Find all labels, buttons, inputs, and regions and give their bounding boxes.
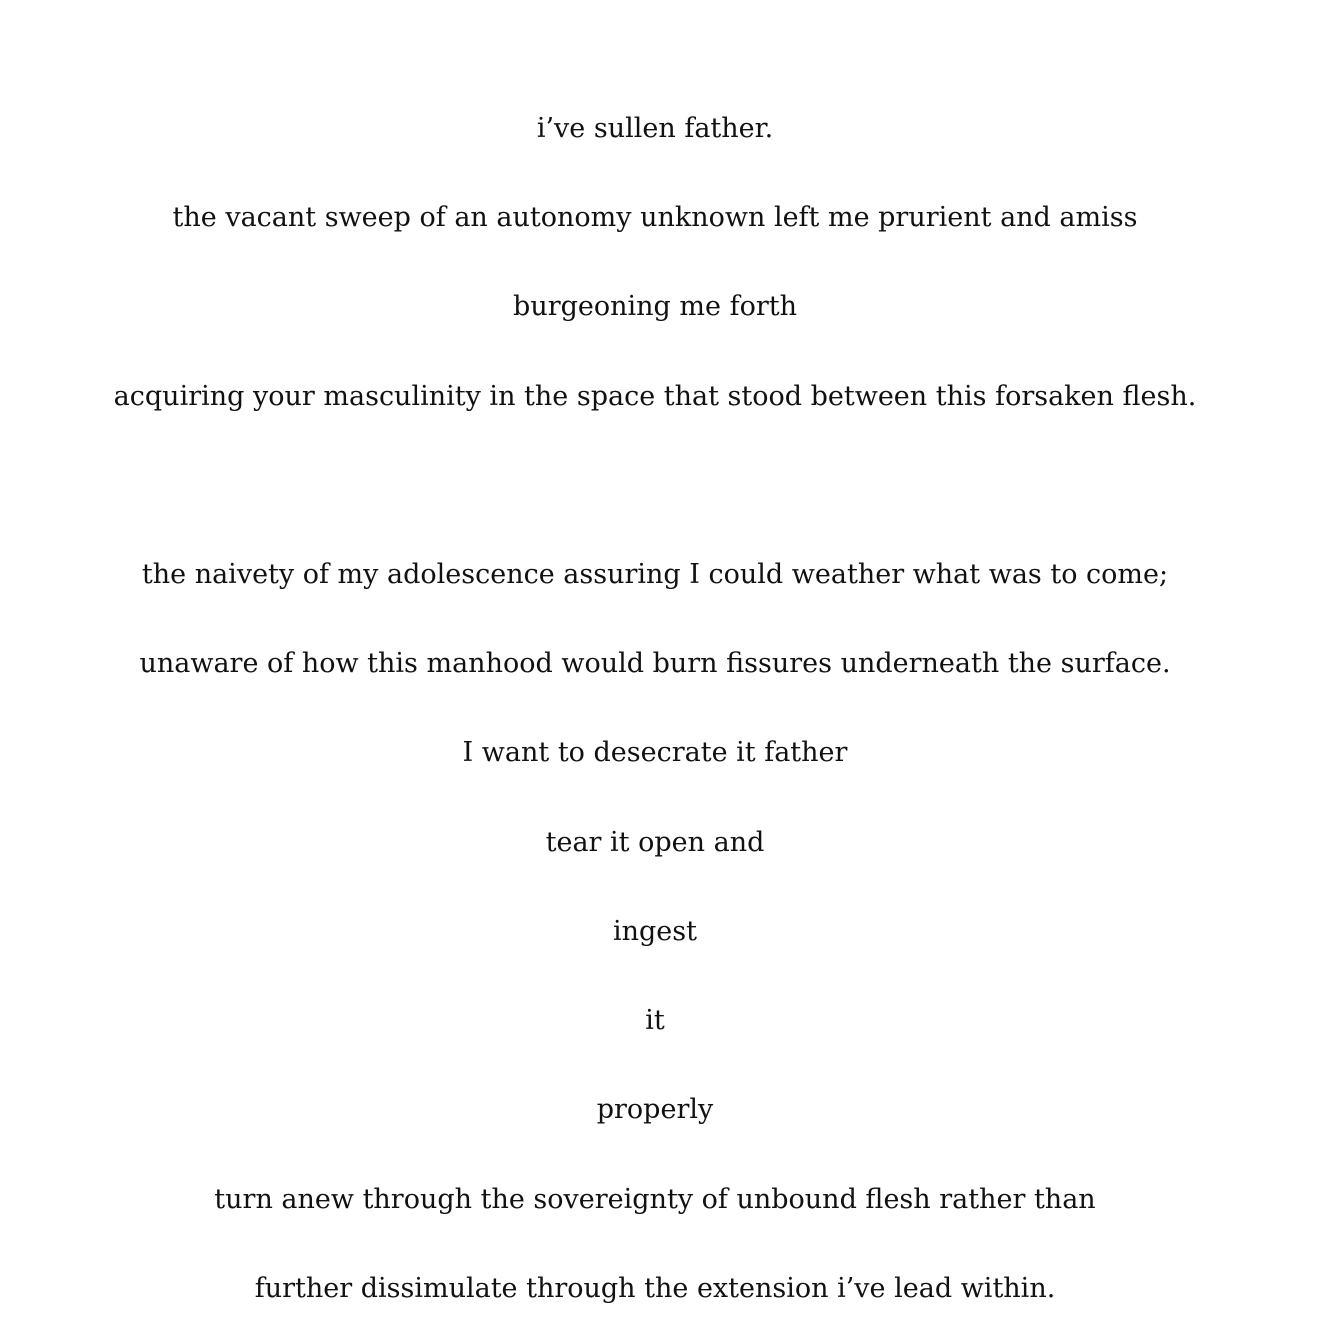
poem-line: it xyxy=(645,1005,665,1036)
poem-line: ingest xyxy=(613,916,697,947)
poem-line: I want to desecrate it father xyxy=(462,737,848,768)
poem-line: the naivety of my adolescence assuring I could weather what was to come; xyxy=(141,559,1169,590)
poem-line: properly xyxy=(596,1094,714,1125)
poem-line: acquiring your masculinity in the space that stood between this forsaken flesh. xyxy=(113,381,1197,412)
poem-line: tear it open and xyxy=(545,827,765,858)
poem-line: i’ve sullen father. xyxy=(536,113,774,144)
poem-line: unaware of how this manhood would burn fissures underneath the surface. xyxy=(139,648,1171,679)
poem-line: burgeoning me forth xyxy=(513,291,797,322)
poem-line: further dissimulate through the extension i’ve lead within. xyxy=(254,1273,1056,1304)
poem-line: turn anew through the sovereignty of unbound flesh rather than xyxy=(214,1184,1096,1215)
poem-line: the vacant sweep of an autonomy unknown left me prurient and amiss xyxy=(172,202,1138,233)
